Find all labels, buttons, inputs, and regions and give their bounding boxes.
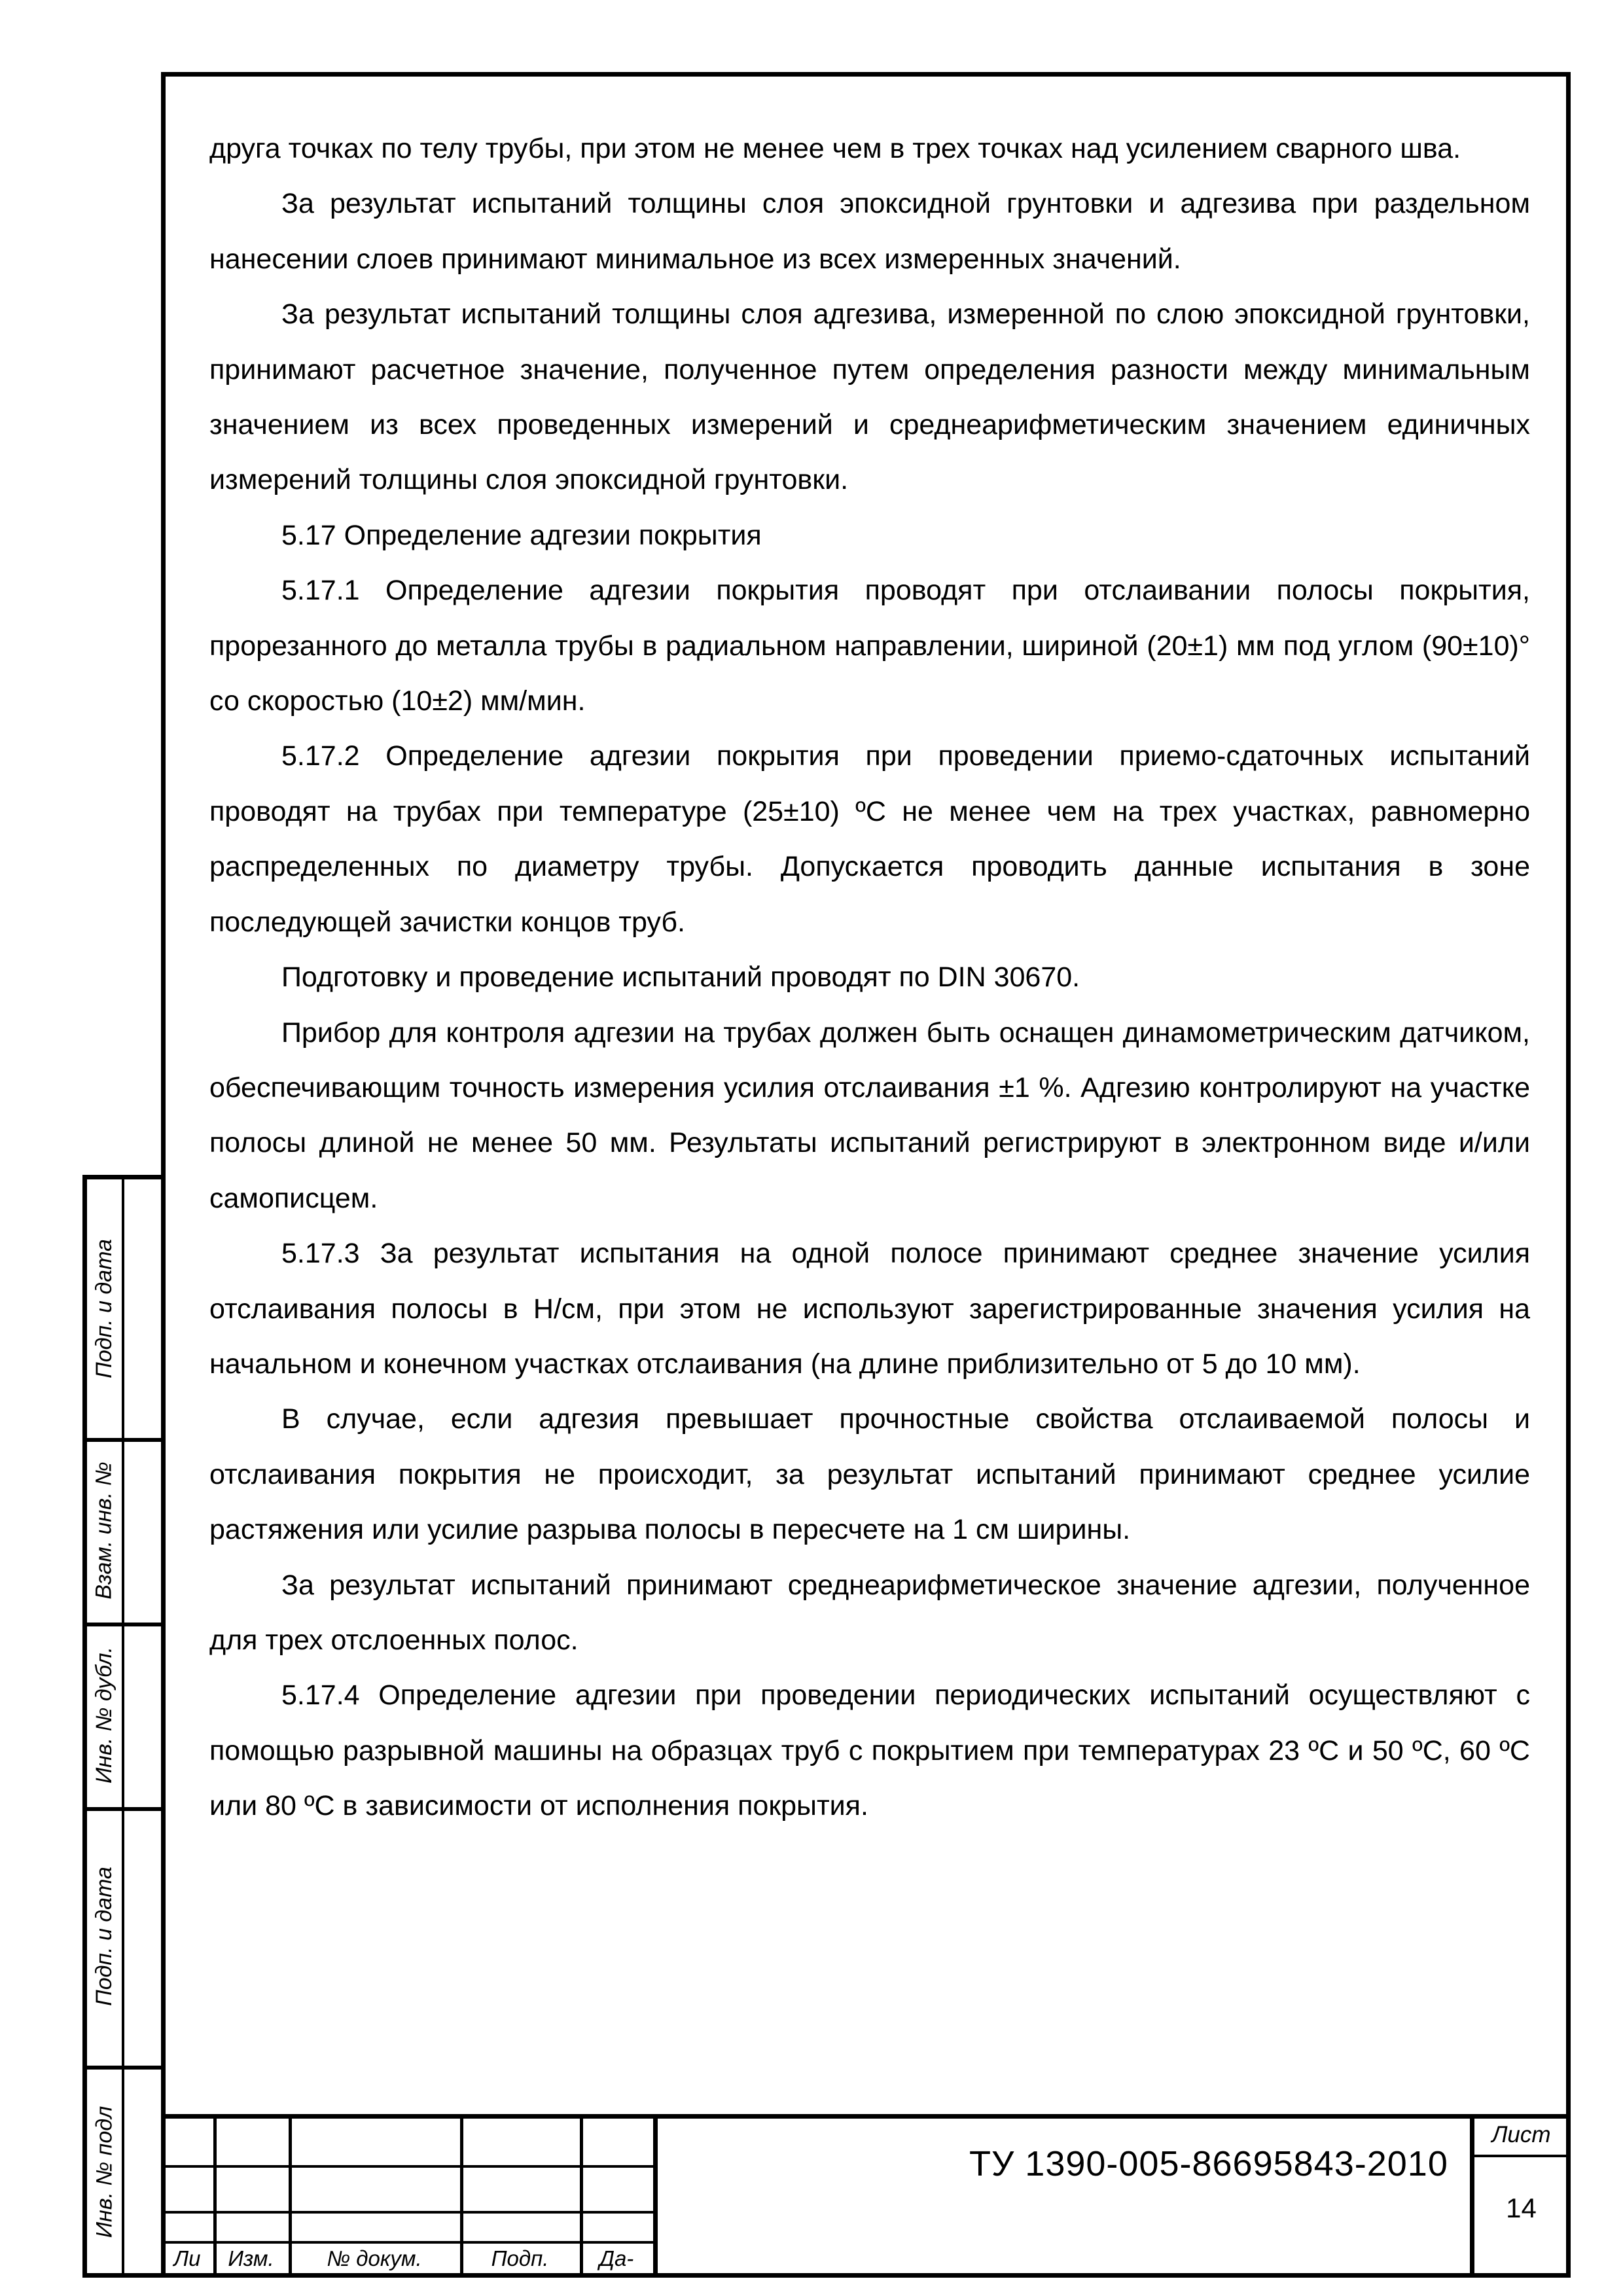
paragraph: За результат испытаний принимают среднеарифметическое значение адгезии, полученное для трех отслоенных полос. (209, 1569, 1530, 1656)
paragraph: В случае, если адгезия превышает прочностные свойства отслаиваемой полосы и отслаивания покрытия не происходит, за результат испытаний принимают среднее усилие растяжения или усилие разрыва полосы в пересчете на 1 см ширины. (209, 1403, 1530, 1546)
sheet-label: Лист (1491, 2122, 1551, 2147)
title-block-col-line (653, 2114, 658, 2278)
side-cell-podp-data-bottom (87, 1807, 122, 2066)
col-dokum-label: № докум. (327, 2246, 422, 2270)
side-label-text: Инв. № дубл. (92, 1646, 117, 1784)
title-block-sheet-line (1470, 2155, 1571, 2157)
col-izm-label: Изм. (228, 2246, 274, 2270)
side-label-text: Инв. № подл (92, 2106, 116, 2238)
paragraph: Прибор для контроля адгезии на трубах должен быть оснащен динамометрическим датчиком, обеспечивающим точность измерения усилия отслаивания ±1 %. Адгезию контролируют на участке полосы длиной не менее 50 мм. Результаты испытаний регистрируют в электронном виде и/или самописцем. (209, 1016, 1530, 1214)
paragraph: друга точках по телу трубы, при этом не менее чем в трех точках над усилением сварного шва. (209, 133, 1461, 164)
section-heading: 5.17 Определение адгезии покрытия (281, 519, 762, 551)
paragraph: Подготовку и проведение испытаний проводят по DIN 30670. (281, 961, 1080, 994)
paragraph: За результат испытаний толщины слоя адгезива, измеренной по слою эпоксидной грунтовки, принимают расчетное значение, полученное путем определения разности между минимальным значением из всех проведенных измерений и среднеарифметическим значением единичных измерений толщины слоя эпоксидной грунтовки. (209, 298, 1530, 496)
paragraph: 5.17.3 За результат испытания на одной полосе принимают среднее значение усилия отслаивания полосы в Н/см, при этом не используют зарегистрированные значения усилия на начальном и конечном участках отслаивания (на длине приблизительно от 5 до 10 мм). (209, 1238, 1530, 1380)
side-cell-inv-podl (87, 2066, 122, 2278)
side-cell-inv-dubl (87, 1623, 122, 1807)
sheet-number: 14 (1506, 2193, 1537, 2223)
document-code (655, 2144, 1470, 2184)
col-data-label: Да- (599, 2246, 634, 2270)
side-column-divider (122, 1179, 124, 2273)
side-cell-podp-data-top (87, 1179, 122, 1438)
document-code-text: ТУ 1390-005-86695843-2010 (969, 2144, 1448, 2183)
side-label-text: Взам. инв. № (92, 1461, 117, 1600)
side-stamp-strip (82, 1175, 161, 2278)
paragraph: 5.17.2 Определение адгезии покрытия при проведении приемо-сдаточных испытаний проводят на трубах при температуре (25±10) ºС не менее чем на трех участках, равномерно распределенных по диаметру трубы. Допускается проводить данные испытания в зоне последующей зачистки концов труб. (209, 740, 1530, 938)
side-label-text: Подп. и дата (92, 1239, 117, 1378)
paragraph: 5.17.1 Определение адгезии покрытия проводят при отслаивании полосы покрытия, прорезанного до металла трубы в радиальном направлении, шириной (20±1) мм под углом (90±10)° со скоростью (10±2) мм/мин. (209, 575, 1530, 717)
side-label-text: Подп. и дата (92, 1867, 117, 2006)
col-podp-label: Подп. (491, 2246, 549, 2270)
side-cell-vzam-inv (87, 1438, 122, 1623)
title-block (161, 2114, 1571, 2278)
paragraph: За результат испытаний толщины слоя эпоксидной грунтовки и адгезива при раздельном нанесении слоев принимают минимальное из всех измеренных значений. (209, 188, 1530, 275)
title-block-top-border (161, 2114, 1571, 2119)
paragraph: 5.17.4 Определение адгезии при проведении периодических испытаний осуществляют с помощью разрывной машины на образцах труб с покрытием при температурах 23 ºС и 50 ºС, 60 ºС или 80 ºС в зависимости от исполнения покрытия. (209, 1679, 1530, 1822)
col-li-label: Ли (173, 2246, 201, 2270)
document-body (209, 121, 1530, 1834)
